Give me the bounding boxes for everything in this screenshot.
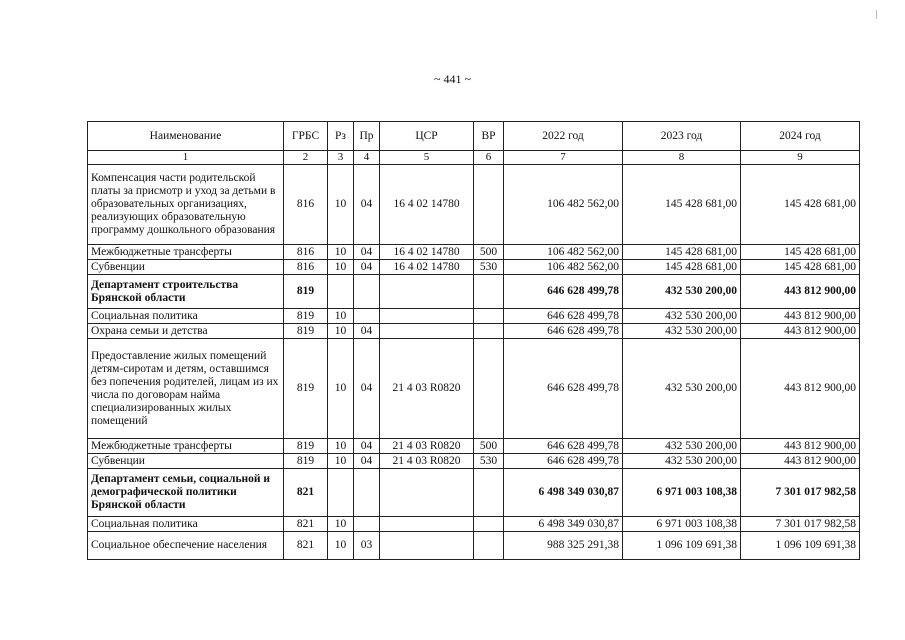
row-vr: 530 [474, 260, 504, 275]
table-row [88, 454, 860, 469]
row-csr: 21 4 03 R0820 [380, 339, 474, 439]
header-year-2024: 2024 год [741, 122, 860, 151]
row-vr [474, 309, 504, 324]
row-rz: 10 [328, 532, 354, 560]
row-vr [474, 517, 504, 532]
row-grbs: 821 [284, 532, 328, 560]
row-2023: 432 530 200,00 [623, 309, 741, 324]
column-number-row [88, 151, 860, 165]
table-row [88, 309, 860, 324]
column-number: 3 [328, 151, 354, 165]
row-2022: 646 628 499,78 [504, 324, 623, 339]
row-2024: 443 812 900,00 [741, 275, 860, 309]
row-pr: 04 [354, 324, 380, 339]
table-row [88, 517, 860, 532]
row-2022: 646 628 499,78 [504, 309, 623, 324]
row-name: Межбюджетные трансферты [88, 439, 284, 454]
header-row [88, 122, 860, 151]
row-rz: 10 [328, 245, 354, 260]
row-csr: 16 4 02 14780 [380, 245, 474, 260]
budget-table [87, 121, 860, 560]
row-2023: 432 530 200,00 [623, 339, 741, 439]
header-vr: ВР [474, 122, 504, 151]
row-name: Компенсация части родительской платы за присмотр и уход за детьми в образовательных организациях, реализующих образовательную программу дошкольного образования [88, 165, 284, 245]
column-number: 2 [284, 151, 328, 165]
row-pr: 04 [354, 165, 380, 245]
table-row [88, 532, 860, 560]
table-row [88, 165, 860, 245]
row-pr: 04 [354, 339, 380, 439]
row-rz: 10 [328, 517, 354, 532]
row-name: Охрана семьи и детства [88, 324, 284, 339]
row-csr [380, 324, 474, 339]
row-vr [474, 324, 504, 339]
row-grbs: 819 [284, 439, 328, 454]
row-rz [328, 469, 354, 517]
row-pr [354, 469, 380, 517]
column-number: 5 [380, 151, 474, 165]
row-name: Межбюджетные трансферты [88, 245, 284, 260]
row-csr [380, 469, 474, 517]
row-2023: 432 530 200,00 [623, 454, 741, 469]
row-2023: 432 530 200,00 [623, 275, 741, 309]
row-name: Социальная политика [88, 517, 284, 532]
row-csr [380, 275, 474, 309]
row-grbs: 819 [284, 339, 328, 439]
row-2022: 106 482 562,00 [504, 165, 623, 245]
row-rz: 10 [328, 165, 354, 245]
row-grbs: 819 [284, 275, 328, 309]
table-row [88, 324, 860, 339]
row-2023: 145 428 681,00 [623, 260, 741, 275]
row-name: Социальная политика [88, 309, 284, 324]
row-2023: 6 971 003 108,38 [623, 517, 741, 532]
column-number: 9 [741, 151, 860, 165]
table-row [88, 339, 860, 439]
table-row [88, 245, 860, 260]
row-2023: 432 530 200,00 [623, 439, 741, 454]
header-year-2023: 2023 год [623, 122, 741, 151]
row-grbs: 819 [284, 309, 328, 324]
table-row [88, 260, 860, 275]
row-2022: 988 325 291,38 [504, 532, 623, 560]
row-name: Департамент строительства Брянской области [88, 275, 284, 309]
row-vr [474, 165, 504, 245]
row-2022: 106 482 562,00 [504, 260, 623, 275]
row-csr [380, 517, 474, 532]
row-vr: 500 [474, 245, 504, 260]
column-number: 1 [88, 151, 284, 165]
row-grbs: 819 [284, 454, 328, 469]
row-2024: 7 301 017 982,58 [741, 469, 860, 517]
row-2024: 443 812 900,00 [741, 454, 860, 469]
row-pr [354, 517, 380, 532]
row-2023: 145 428 681,00 [623, 165, 741, 245]
row-name: Социальное обеспечение населения [88, 532, 284, 560]
table-row [88, 275, 860, 309]
row-grbs: 821 [284, 517, 328, 532]
row-2024: 145 428 681,00 [741, 260, 860, 275]
row-2022: 646 628 499,78 [504, 454, 623, 469]
row-rz: 10 [328, 339, 354, 439]
row-rz: 10 [328, 324, 354, 339]
header-year-2022: 2022 год [504, 122, 623, 151]
row-2024: 145 428 681,00 [741, 245, 860, 260]
scan-mark [876, 10, 877, 19]
row-pr: 04 [354, 439, 380, 454]
table-row [88, 439, 860, 454]
row-csr: 16 4 02 14780 [380, 165, 474, 245]
header-grbs: ГРБС [284, 122, 328, 151]
column-number: 6 [474, 151, 504, 165]
row-csr [380, 532, 474, 560]
row-grbs: 821 [284, 469, 328, 517]
row-2023: 432 530 200,00 [623, 324, 741, 339]
row-2024: 443 812 900,00 [741, 309, 860, 324]
header-rz: Рз [328, 122, 354, 151]
row-csr: 21 4 03 R0820 [380, 439, 474, 454]
row-2024: 145 428 681,00 [741, 165, 860, 245]
row-name: Предоставление жилых помещений детям-сиротам и детям, оставшимся без попечения родителей, лицам из их числа по договорам найма специализированных жилых помещений [88, 339, 284, 439]
row-2023: 145 428 681,00 [623, 245, 741, 260]
column-number: 4 [354, 151, 380, 165]
row-2022: 646 628 499,78 [504, 439, 623, 454]
row-grbs: 816 [284, 245, 328, 260]
row-rz: 10 [328, 309, 354, 324]
row-pr: 03 [354, 532, 380, 560]
row-grbs: 819 [284, 324, 328, 339]
row-csr: 16 4 02 14780 [380, 260, 474, 275]
row-rz: 10 [328, 454, 354, 469]
row-pr [354, 309, 380, 324]
row-csr: 21 4 03 R0820 [380, 454, 474, 469]
header-pr: Пр [354, 122, 380, 151]
row-vr: 500 [474, 439, 504, 454]
row-2022: 6 498 349 030,87 [504, 469, 623, 517]
row-grbs: 816 [284, 260, 328, 275]
row-2022: 6 498 349 030,87 [504, 517, 623, 532]
row-rz: 10 [328, 260, 354, 275]
row-2024: 443 812 900,00 [741, 339, 860, 439]
row-rz: 10 [328, 439, 354, 454]
row-2022: 646 628 499,78 [504, 275, 623, 309]
row-grbs: 816 [284, 165, 328, 245]
column-number: 8 [623, 151, 741, 165]
header-csr: ЦСР [380, 122, 474, 151]
row-pr: 04 [354, 245, 380, 260]
row-vr [474, 339, 504, 439]
row-pr: 04 [354, 260, 380, 275]
row-pr: 04 [354, 454, 380, 469]
row-2024: 443 812 900,00 [741, 439, 860, 454]
column-number: 7 [504, 151, 623, 165]
row-name: Субвенции [88, 260, 284, 275]
page-number: ~ 441 ~ [434, 72, 471, 86]
row-2024: 443 812 900,00 [741, 324, 860, 339]
row-csr [380, 309, 474, 324]
row-vr [474, 275, 504, 309]
header-name: Наименование [88, 122, 284, 151]
row-rz [328, 275, 354, 309]
row-vr [474, 532, 504, 560]
table-row [88, 469, 860, 517]
row-2022: 106 482 562,00 [504, 245, 623, 260]
row-2023: 6 971 003 108,38 [623, 469, 741, 517]
row-vr [474, 469, 504, 517]
row-2023: 1 096 109 691,38 [623, 532, 741, 560]
row-name: Субвенции [88, 454, 284, 469]
row-2024: 7 301 017 982,58 [741, 517, 860, 532]
row-name: Департамент семьи, социальной и демографической политики Брянской области [88, 469, 284, 517]
row-pr [354, 275, 380, 309]
row-2024: 1 096 109 691,38 [741, 532, 860, 560]
row-vr: 530 [474, 454, 504, 469]
row-2022: 646 628 499,78 [504, 339, 623, 439]
